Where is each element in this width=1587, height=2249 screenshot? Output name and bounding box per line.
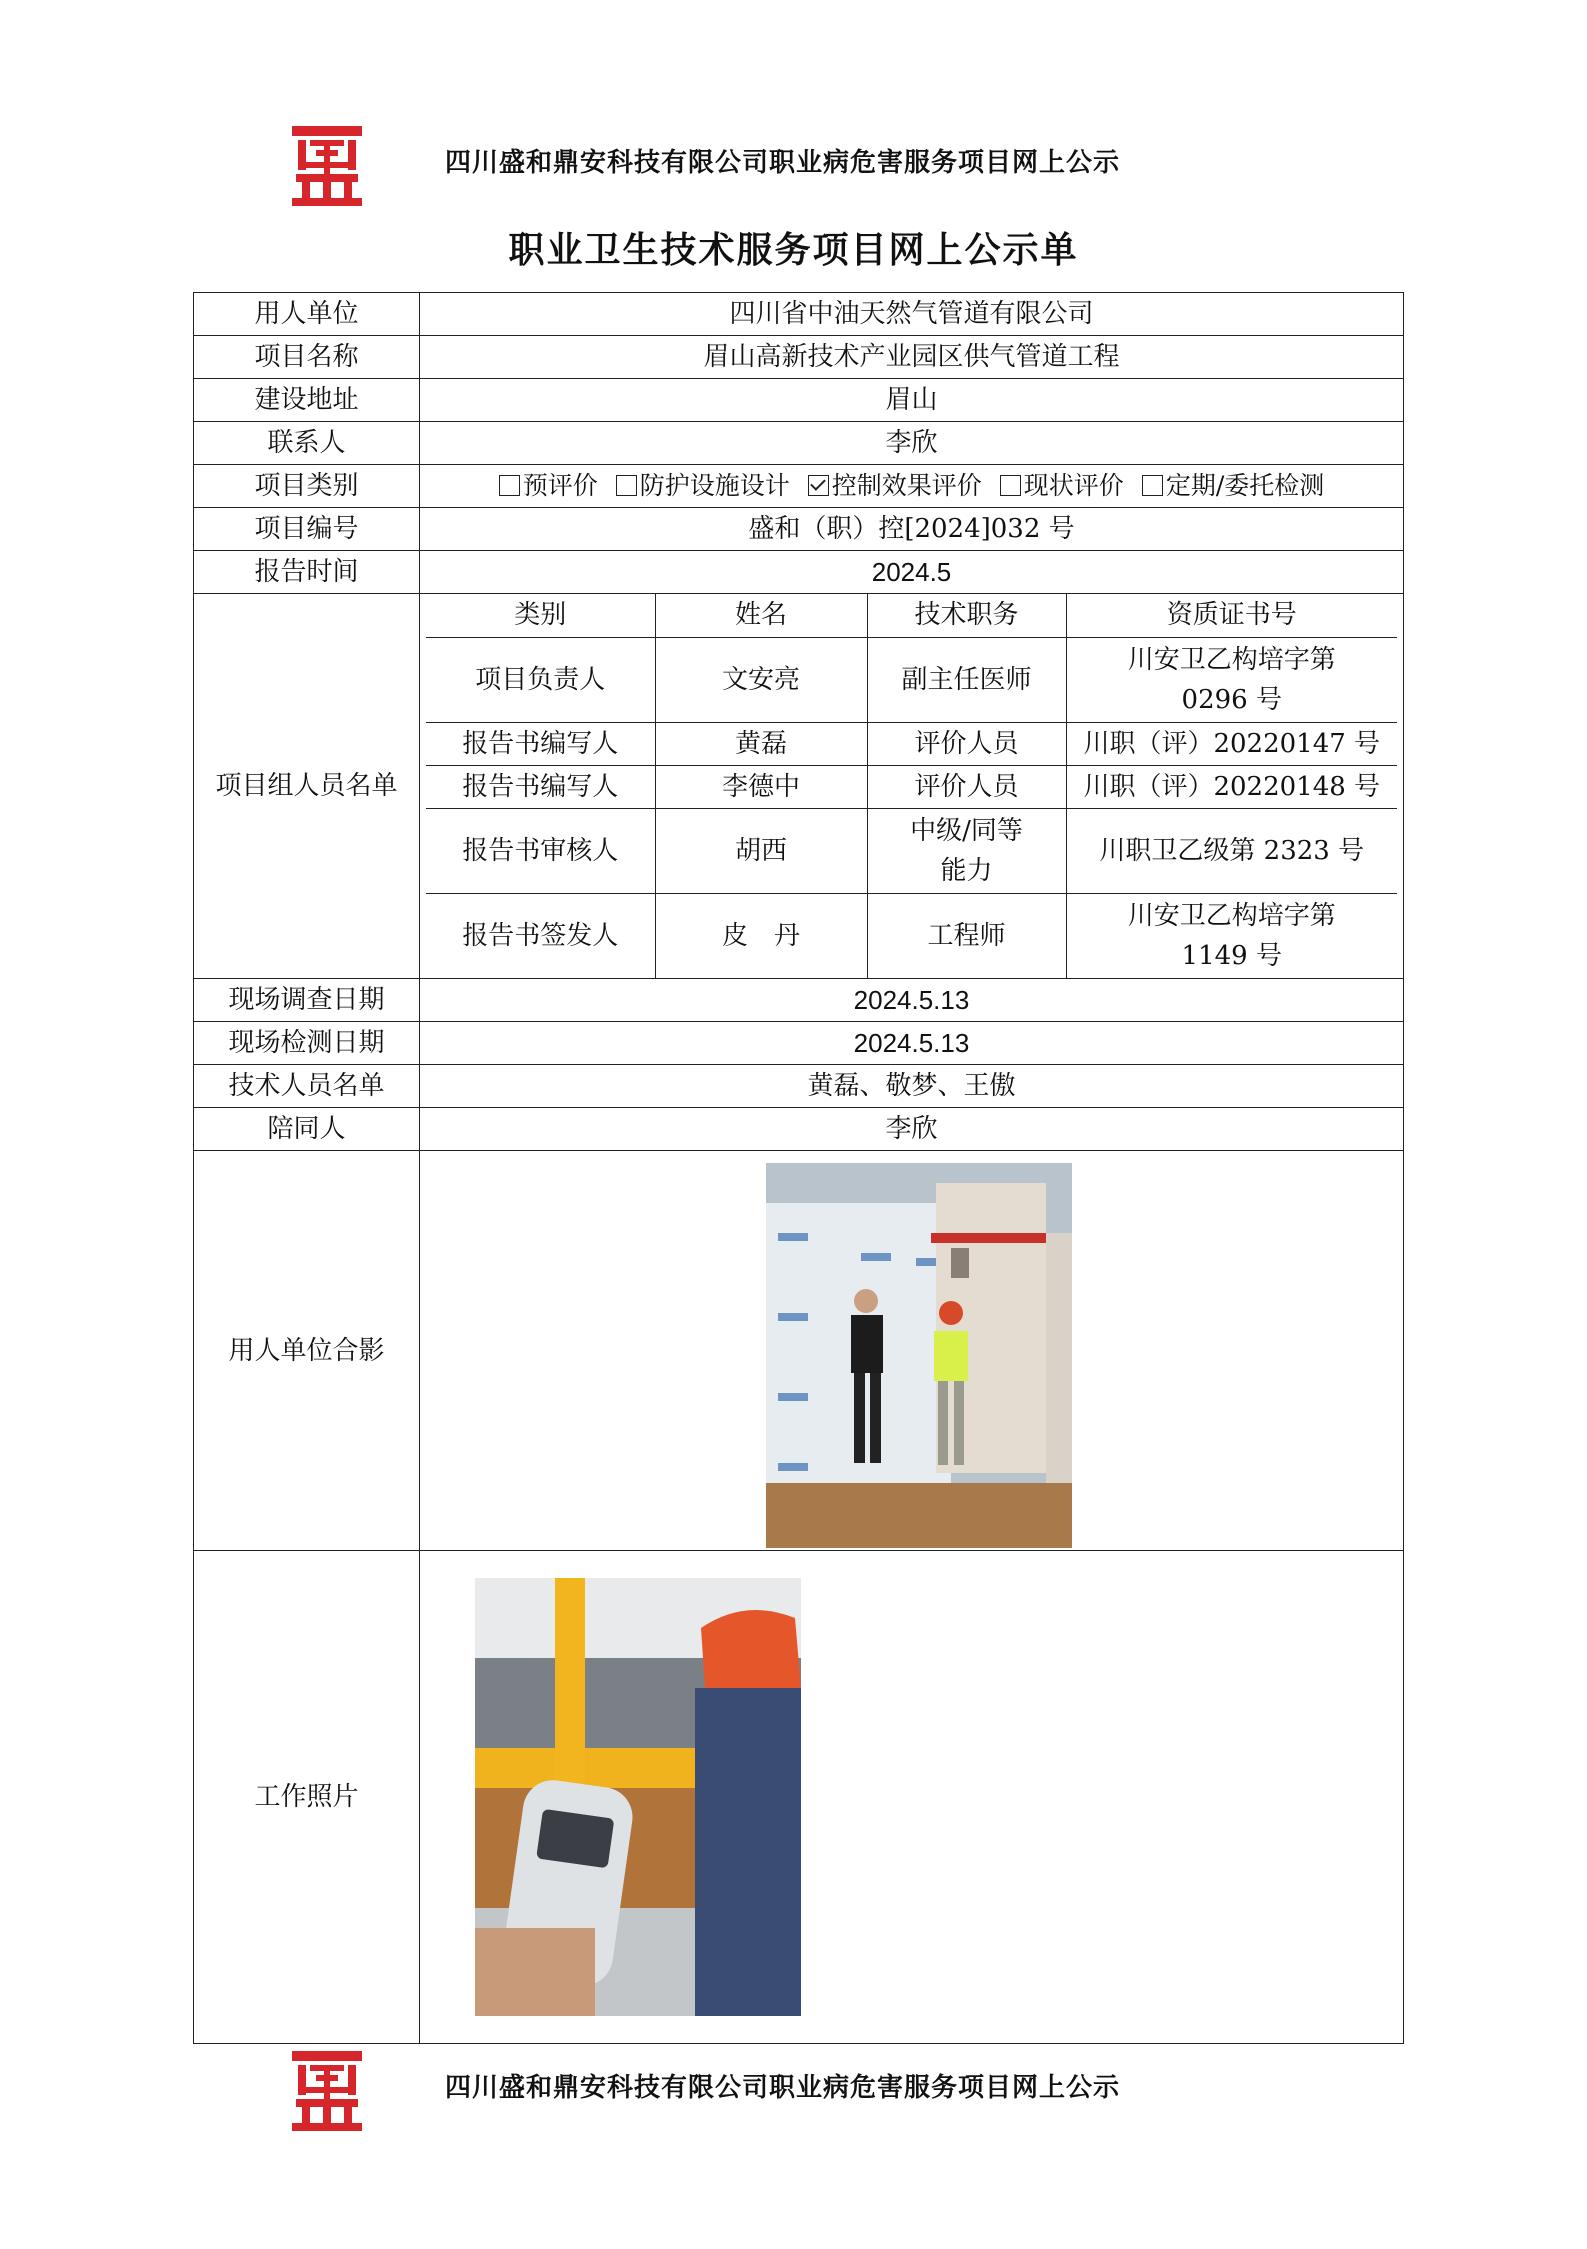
label-employer: 用人单位 (194, 293, 420, 336)
value-project-no: 盛和（职）控[2024]032 号 (420, 508, 1404, 551)
team-row (426, 765, 1397, 808)
category-options (420, 465, 1404, 508)
value-detect-date: 2024.5.13 (420, 1022, 1404, 1065)
company-notice: 四川盛和鼎安科技有限公司职业病危害服务项目网上公示 (445, 2073, 1121, 2103)
checkbox-icon[interactable] (1000, 475, 1021, 496)
team-cell-title: 工程师 (867, 893, 1066, 978)
team-header-name: 姓名 (655, 594, 867, 637)
label-project-no: 项目编号 (194, 508, 420, 551)
value-report-time: 2024.5 (420, 551, 1404, 594)
team-cell-cert: 川职（评）20220147 号 (1066, 722, 1397, 765)
row-detect-date (194, 1022, 1404, 1065)
value-accompany: 李欣 (420, 1108, 1404, 1151)
team-header-row (426, 594, 1397, 637)
row-contact (194, 422, 1404, 465)
checkbox-icon[interactable] (616, 475, 637, 496)
team-cell-name: 皮 丹 (655, 893, 867, 978)
label-project-name: 项目名称 (194, 336, 420, 379)
value-site: 眉山 (420, 379, 1404, 422)
category-option-periodic-detect[interactable]: 定期/委托检测 (1142, 466, 1324, 506)
label-work-photo: 工作照片 (194, 1551, 420, 2044)
team-row (426, 893, 1397, 978)
row-site (194, 379, 1404, 422)
sheng-seal-logo-icon (288, 122, 366, 208)
team-cell-category: 报告书编写人 (426, 765, 655, 808)
team-cell-cert: 川安卫乙构培字第 1149 号 (1066, 893, 1397, 978)
page-header (0, 120, 1587, 210)
row-report-time (194, 551, 1404, 594)
label-detect-date: 现场检测日期 (194, 1022, 420, 1065)
value-technicians: 黄磊、敬梦、王傲 (420, 1065, 1404, 1108)
page-title: 职业卫生技术服务项目网上公示单 (508, 230, 1079, 271)
category-option-protection-design[interactable]: 防护设施设计 (616, 466, 790, 506)
team-cell-category: 报告书审核人 (426, 808, 655, 893)
label-report-time: 报告时间 (194, 551, 420, 594)
team-row (426, 808, 1397, 893)
category-option-pre-eval[interactable]: 预评价 (499, 466, 598, 506)
work-photo (475, 1578, 801, 2016)
row-project-name (194, 336, 1404, 379)
team-cell-cert: 川职（评）20220148 号 (1066, 765, 1397, 808)
team-cell-title: 中级/同等能力 (867, 808, 1066, 893)
checkbox-icon[interactable] (1142, 475, 1163, 496)
row-survey-date (194, 979, 1404, 1022)
company-notice: 四川盛和鼎安科技有限公司职业病危害服务项目网上公示 (445, 148, 1121, 178)
row-accompany (194, 1108, 1404, 1151)
label-site: 建设地址 (194, 379, 420, 422)
team-cell-cert: 川职卫乙级第 2323 号 (1066, 808, 1397, 893)
team-header-cert: 资质证书号 (1066, 594, 1397, 637)
team-row (426, 722, 1397, 765)
category-option-status-eval[interactable]: 现状评价 (1000, 466, 1124, 506)
team-cell-title: 副主任医师 (867, 637, 1066, 722)
label-contact: 联系人 (194, 422, 420, 465)
team-cell-title: 评价人员 (867, 722, 1066, 765)
row-employer (194, 293, 1404, 336)
team-cell-category: 报告书编写人 (426, 722, 655, 765)
team-row (426, 637, 1397, 722)
label-team: 项目组人员名单 (194, 594, 420, 979)
page-footer (0, 2045, 1587, 2135)
team-table-cell (420, 594, 1404, 979)
label-group-photo: 用人单位合影 (194, 1151, 420, 1551)
label-technicians: 技术人员名单 (194, 1065, 420, 1108)
team-cell-name: 文安亮 (655, 637, 867, 722)
team-cell-name: 黄磊 (655, 722, 867, 765)
team-cell-category: 报告书签发人 (426, 893, 655, 978)
team-cell-cert: 川安卫乙构培字第 0296 号 (1066, 637, 1397, 722)
checkbox-icon[interactable] (499, 475, 520, 496)
category-option-control-eval[interactable]: 控制效果评价 (808, 466, 982, 506)
row-technicians (194, 1065, 1404, 1108)
row-category (194, 465, 1404, 508)
team-cell-category: 项目负责人 (426, 637, 655, 722)
team-cell-name: 胡西 (655, 808, 867, 893)
label-accompany: 陪同人 (194, 1108, 420, 1151)
row-team (194, 594, 1404, 979)
team-table (426, 594, 1397, 978)
value-project-name: 眉山高新技术产业园区供气管道工程 (420, 336, 1404, 379)
team-cell-title: 评价人员 (867, 765, 1066, 808)
value-contact: 李欣 (420, 422, 1404, 465)
value-survey-date: 2024.5.13 (420, 979, 1404, 1022)
group-photo (766, 1163, 1072, 1548)
row-project-no (194, 508, 1404, 551)
team-cell-name: 李德中 (655, 765, 867, 808)
team-header-category: 类别 (426, 594, 655, 637)
value-employer: 四川省中油天然气管道有限公司 (420, 293, 1404, 336)
team-header-title: 技术职务 (867, 594, 1066, 637)
checkbox-checked-icon[interactable] (808, 475, 829, 496)
sheng-seal-logo-icon (288, 2047, 366, 2133)
label-survey-date: 现场调查日期 (194, 979, 420, 1022)
label-category: 项目类别 (194, 465, 420, 508)
